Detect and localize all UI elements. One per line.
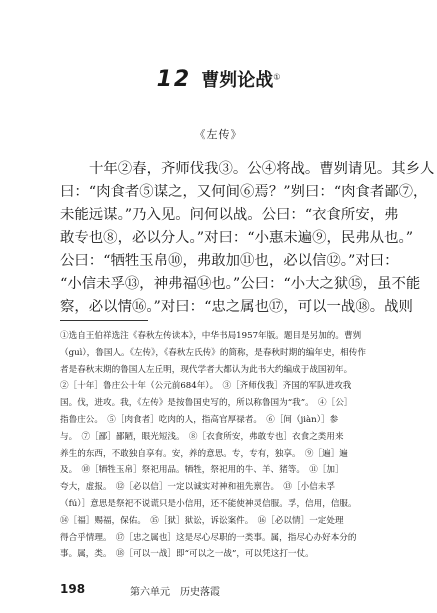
footnote-line: 得合乎情理。 ⑰［忠之属也］这是尽心尽职的一类事。属，指尽心办好本分的 [60,532,357,543]
text-line: 公曰：“牺牲玉帛⑩，弗敢加⑪也，必以信⑫。”对曰： [60,253,399,269]
footnote-divider [60,320,148,321]
footnote-line: ①选自王伯祥选注《春秋左传读本》，中华书局1957年版。题目是另加的。曹刿 [60,331,362,341]
footnote-line: 夸大，虚报。 ⑫［必以信］一定以诚实对神和祖先禀告。 ⑬［小信未孚 [60,482,335,493]
footnote-line: 事。属，类。 ⑱［可以一战］即“可以之一战”，可以凭这打一仗。 [60,549,314,560]
text-line: 曰：“肉食者⑤谋之，又何间⑥焉？”刿曰：“肉食者鄙⑦， [60,184,428,200]
footnote-line: （fú）］意思是祭祀不说谎只是小信用，还不能使神灵信服。孚，信用，信服。 [60,498,357,509]
footnote-line: （guì），鲁国人。《左传》，《春秋左氏传》的简称，是春秋时期的编年史，相传作 [60,347,366,358]
title-footnote-marker: ① [273,72,281,82]
text-line: “小信未孚⑬，神弗福⑭也。”公曰：“小大之狱⑮，虽不能 [60,276,421,292]
text-line: 察，必以情⑯。”对曰：“忠之属也⑰，可以一战⑱。战则 [60,299,413,315]
lesson-name: 曹刿论战 [201,70,274,91]
footnote-line: ⑭［福］赐福，保佑。 ⑮［狱］狱讼，诉讼案件。 ⑯［必以情］一定处理 [60,515,344,526]
unit-label: 第六单元 历史落霞 [130,587,220,598]
page-number: 198 [60,582,86,596]
page-footer [0,582,437,602]
lesson-title [0,66,437,92]
footnotes [60,328,388,563]
footnote-line: ②［十年］鲁庄公十年（公元前684年）。 ③［齐师伐我］齐国的军队进攻我 [60,381,352,392]
text-line: 十年②春，齐师伐我③。公④将战。曹刿请见。其乡人 [89,161,435,177]
footnote-line: 养生的东西，不敢独自享有。安，养的意思。专，专有，独享。 ⑨［遍］遍 [60,448,348,459]
text-line: 未能远谋。”乃入见。问何以战。公曰：“衣食所安，弗 [60,207,399,223]
source-attribution: 《左传》 [194,128,243,141]
footnote-line: 国。伐，进攻。我，《左传》是按鲁国史写的，所以称鲁国为“我”。 ④［公］ [60,398,353,409]
footnote-line: 者是春秋末期的鲁国人左丘明，现代学者大都认为此书大约编成于战国初年。 [60,364,353,375]
lesson-number: 12 [156,67,192,92]
text-line: 敢专也⑧，必以分人。”对曰：“小惠未遍⑨，民弗从也。” [60,230,414,246]
footnote-line: 及。 ⑩［牺牲玉帛］祭祀用品。牺牲，祭祀用的牛、羊、猪等。 ⑪［加］ [60,465,344,476]
footnote-line: 指鲁庄公。 ⑤［肉食者］吃肉的人，指高官厚禄者。 ⑥［间（jiàn）］参 [60,414,339,425]
main-text [60,158,435,319]
footnote-line: 与。 ⑦［鄙］鄙陋，眼光短浅。 ⑧［衣食所安，弗敢专也］衣食之类用来 [60,431,344,442]
